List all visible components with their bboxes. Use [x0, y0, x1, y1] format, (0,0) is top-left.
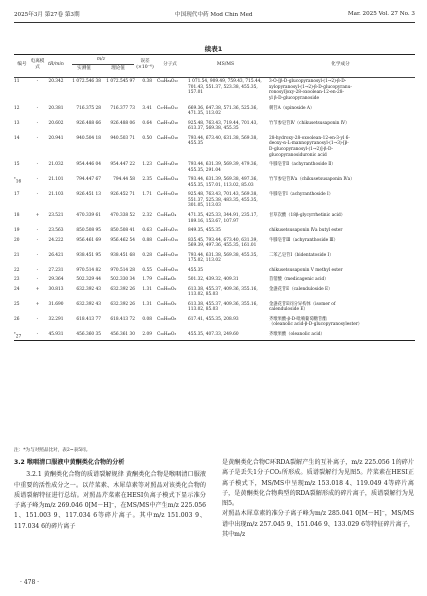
row-reference-mark: * — [14, 177, 16, 182]
header-no: 编号 — [17, 62, 27, 67]
row-ion-mode: - — [36, 316, 39, 322]
row-compound — [266, 228, 415, 236]
row-mz-theoretical: 956.462 54 — [110, 237, 135, 243]
table-row — [14, 119, 415, 134]
row-number: 22 — [14, 267, 20, 273]
msms-line: 613.38, 455.37, 409.36, 355.16, — [188, 301, 258, 307]
row-retention-time: 20.381 — [48, 105, 64, 111]
table-bottom-rule — [14, 340, 415, 341]
header-formula: 分子式 — [163, 62, 177, 67]
table-row — [14, 300, 415, 315]
row-retention-time: 45.931 — [48, 331, 64, 337]
data-table — [14, 54, 415, 341]
table-row — [14, 266, 415, 275]
row-compound — [266, 106, 415, 120]
row-number: 19 — [14, 228, 20, 234]
row-formula: C₄₈H₇₄O₁₈ — [157, 120, 178, 126]
running-header — [14, 8, 415, 20]
row-error-ppm: 1.31 — [142, 301, 152, 307]
row-ion-mode: - — [36, 79, 39, 85]
compound-line: ronosyl]oxy-28-oxoolean-12-en-28- — [269, 90, 344, 96]
row-number: 18 — [14, 212, 20, 218]
compound-line: 28-hydroxy-28-oxoolean-12-en-3-yl 6- — [269, 135, 350, 141]
row-mz-theoretical: 926.452 71 — [110, 192, 135, 198]
row-mz-experimental: 618.413 77 — [76, 316, 101, 322]
row-msms — [185, 213, 266, 227]
compound-line: chikusetsusaponin V methyl ester — [269, 267, 343, 273]
compound-line: 苜蓿酸（medicagenic acid） — [269, 277, 329, 283]
row-retention-time: 26.421 — [48, 252, 64, 258]
row-number: 11 — [14, 79, 20, 85]
compound-line: 齐墩果酸-β-D-吡喃葡萄糖苷酯 — [269, 316, 327, 322]
msms-line: 551.37, 525.38, 483.35, 455.35, — [188, 197, 258, 203]
row-ion-mode: - — [36, 267, 39, 273]
row-reference-mark: * — [14, 331, 16, 336]
msms-line: 569.39, 497.36, 455.35, 161.01 — [188, 243, 257, 249]
row-retention-time: 21.032 — [48, 162, 64, 168]
row-error-ppm: 0.08 — [142, 316, 152, 322]
msms-line: 113.02, 85.03 — [188, 292, 219, 298]
row-number: 20 — [14, 237, 20, 243]
row-mz-theoretical: 716.377 73 — [110, 105, 135, 111]
table-row — [14, 236, 415, 251]
header-mz-exp: 实测值 — [77, 66, 91, 71]
compound-line: xylopyranosyl-(1→2)-β-D-glucopyranu- — [269, 84, 352, 90]
row-number: 17 — [14, 192, 20, 198]
msms-line: 455.35, 157.01, 113.02, 85.03 — [188, 182, 254, 188]
header-mz-theo: 理论值 — [111, 66, 125, 71]
msms-line: 501.32, 439.32, 409.31 — [188, 277, 239, 283]
row-formula: C₃₇H₅₆O₁₂ — [157, 105, 178, 111]
right-paragraph: 是黄酮类化合物C环RDA裂解产生的互补离子，m/z 225.056 1的碎片离子是丢失1分子CO₂所形成。质谱裂解行为见图5。芹菜素在HESI正离子模式下，MS/MS中呈现m/z 153.018 4、119.049 4等碎片离子，是黄酮类化合物典型的RDA裂解形成的碎片离子，质谱裂解行为见图5。 对照品木犀草素的准分子离子峰为m/z 285.041 0[M－H]⁻，MS/MS谱中出现m/z 257.045 9、151.046 9、133.029 6等特征碎片离子，其中m/z — [222, 459, 414, 539]
row-mz-theoretical: 1 072.545 97 — [106, 79, 135, 85]
compound-line: 甘草次酸（18β-glycyrrhetinic acid） — [269, 212, 346, 218]
row-mz-theoretical: 954.447 22 — [110, 162, 135, 168]
row-msms — [185, 162, 266, 176]
row-compound — [266, 332, 415, 340]
table-row — [14, 161, 415, 176]
row-compound — [266, 177, 415, 191]
row-compound — [266, 277, 415, 285]
row-mz-experimental: 954.446 04 — [76, 162, 101, 168]
compound-line: 牛膝皂苷Ⅲ（achyranthoside Ⅲ） — [269, 237, 338, 243]
table-row — [14, 104, 415, 119]
row-formula: C₃₀H₄₈O₃ — [157, 331, 177, 337]
row-number: 26 — [14, 316, 20, 322]
msms-line: 793.44, 631.38, 569.38, 455.35, — [188, 252, 258, 258]
row-error-ppm: 0.50 — [142, 135, 152, 141]
row-ion-mode: - — [36, 177, 39, 183]
row-mz-experimental: 926.488 66 — [76, 120, 101, 126]
row-compound — [266, 121, 415, 135]
row-error-ppm: 3.41 — [142, 105, 152, 111]
table-row — [14, 251, 415, 266]
msms-line: 175.02, 113.02 — [188, 258, 221, 264]
msms-line: 793.44, 631.39, 569.38, 497.36, — [188, 177, 258, 183]
row-mz-experimental: 940.504 18 — [76, 135, 101, 141]
header-english-volume: Mar. 2025 Vol. 27 No. 3 — [347, 11, 415, 17]
row-mz-experimental: 926.451 13 — [76, 192, 101, 198]
msms-line: 189.16, 153.67, 107.97 — [188, 218, 239, 224]
header-rule — [14, 22, 415, 23]
msms-line: 617.41, 455.35, 208.93 — [188, 316, 239, 322]
row-retention-time: 32.291 — [48, 316, 64, 322]
table-note: 注：*为与对照品比对，表2~表5同。 — [14, 448, 91, 453]
row-ion-mode: - — [36, 277, 39, 283]
row-error-ppm: 1.79 — [142, 277, 152, 283]
row-compound — [266, 253, 415, 267]
row-ion-mode: - — [36, 252, 39, 258]
row-formula: C₄₉H₇₂O₁₉ — [157, 237, 178, 243]
row-formula: C₄₇H₇₀O₁₈ — [157, 192, 178, 198]
row-retention-time: 30.813 — [48, 286, 64, 292]
msms-line: 157.01 — [188, 90, 204, 96]
row-error-ppm: 1.71 — [142, 192, 152, 198]
row-mz-experimental: 632.392 43 — [76, 301, 101, 307]
table-row — [14, 212, 415, 227]
header-date-volume: 2025年3月 第27卷 第3期 — [14, 12, 80, 18]
row-number: 15 — [14, 162, 20, 168]
table-row — [14, 227, 415, 236]
row-mz-theoretical: 632.392 26 — [110, 301, 135, 307]
row-formula: C₃₆H₅₆O₉ — [157, 301, 177, 307]
compound-line: calenduloside E） — [269, 307, 308, 313]
row-formula: C₄₈H₇₀O₁₈ — [157, 252, 178, 258]
msms-line: 455.35, 291.04 — [188, 167, 221, 173]
compound-line: yl β-D-glucopyranoside — [269, 96, 319, 102]
msms-line: 701.43, 551.37, 523.38, 455.35, — [188, 84, 258, 90]
row-compound — [266, 213, 415, 227]
table-row — [14, 176, 415, 191]
compound-line: 竹节参皂苷Ⅳ（chikusetsusaponin Ⅳ） — [269, 120, 350, 126]
left-paragraph: 3.2.1 黄酮类化合物的质谱裂解规律 黄酮类化合物是喉咽清口服液中重要的活性成分之一。以芹菜素、木犀草素等对照品对该类化合物的质谱裂解特征进行总结。对照品芹菜素在HESI负离子模式下显示准分子离子峰为m/z 269.046 0[M－H]⁻，在MS/MS中产生m/z 225.056 1、151.003 9、117.034 6等碎片离子。其中m/z 151.003 9、117.034 6的碎片离子 — [14, 471, 206, 530]
row-error-ppm: 0.55 — [142, 267, 152, 273]
row-formula: C₅₀H₇₈O₁₉ — [157, 267, 178, 273]
row-retention-time: 23.563 — [48, 228, 64, 234]
row-retention-time: 29.364 — [48, 277, 64, 283]
compound-line: 金盏花苷E同分异构体（isomer of — [269, 301, 336, 307]
msms-line: 455.35 — [188, 141, 204, 147]
table-body — [14, 78, 415, 340]
row-mz-theoretical: 970.514 28 — [110, 267, 135, 273]
row-mz-theoretical: 794.44 58 — [113, 177, 135, 183]
compound-line: （oleanolic acid-β-D-glucopyranosylester） — [269, 322, 363, 328]
row-mz-theoretical: 632.392 26 — [110, 286, 135, 292]
row-ion-mode: - — [36, 105, 39, 111]
row-mz-experimental: 970.514 82 — [76, 267, 101, 273]
row-msms — [185, 228, 266, 236]
row-number: 13 — [14, 120, 20, 126]
msms-line: 613.38, 455.37, 409.36, 355.16, — [188, 286, 258, 292]
row-msms — [185, 287, 266, 301]
msms-line: 471.35, 113.02 — [188, 111, 221, 117]
msms-line: 669.36, 647.38, 571.36, 525.36, — [188, 105, 258, 111]
row-formula: C₃₆H₅₈O₈ — [157, 316, 177, 322]
row-formula: C₃₆H₅₆O₉ — [157, 286, 177, 292]
table-row — [14, 316, 415, 331]
compound-line: 刺苷A（spinoside A） — [269, 105, 315, 111]
row-retention-time: 20.342 — [48, 79, 64, 85]
table-row — [14, 276, 415, 285]
header-tr: tR/min — [48, 62, 64, 67]
row-mz-theoretical: 938.451 68 — [110, 252, 135, 258]
row-ion-mode: + — [35, 286, 40, 292]
row-compound — [266, 268, 415, 276]
msms-line: 835.45, 793.44, 673.40, 631.39, — [188, 237, 258, 243]
table-row — [14, 285, 415, 300]
row-msms — [185, 268, 266, 276]
header-msms: MS/MS — [216, 62, 235, 67]
row-ion-mode: - — [36, 331, 39, 337]
row-number — [14, 332, 30, 340]
row-ion-mode: - — [36, 120, 39, 126]
compound-line: 二苯乙皂苷Ⅰ（bidentatoside Ⅰ） — [269, 252, 334, 258]
row-error-ppm: 0.88 — [142, 237, 152, 243]
row-mz-theoretical: 926.488 06 — [110, 120, 135, 126]
row-mz-experimental: 502.329 44 — [76, 277, 101, 283]
row-number: 24 — [14, 286, 20, 292]
row-error-ppm: 0.63 — [142, 228, 152, 234]
row-compound — [266, 302, 415, 316]
row-formula: C₄₉H₇₆O₁₈ — [157, 135, 178, 141]
row-ion-mode: + — [35, 301, 40, 307]
compound-line: deoxy-α-L-mannopyranosyl-(1→3)-[β- — [269, 141, 349, 147]
row-formula: C₄₂H₆₆O₁₄ — [157, 177, 178, 183]
row-formula: C₄₉H₇₄O₁₈ — [157, 162, 178, 168]
row-mz-experimental: 794.447 67 — [76, 177, 101, 183]
row-mz-theoretical: 470.338 52 — [110, 212, 135, 218]
row-ion-mode: - — [36, 135, 39, 141]
table-row — [14, 78, 415, 104]
row-compound — [266, 287, 415, 301]
row-msms — [185, 302, 266, 316]
row-retention-time: 24.222 — [48, 237, 64, 243]
compound-line: 竹节参皂苷Ⅳa（chikusetsusaponin Ⅳa） — [269, 177, 355, 183]
header-error: 误差(×10⁻⁶) — [136, 59, 154, 70]
row-error-ppm: 2.09 — [142, 331, 152, 337]
row-retention-time: 31.690 — [48, 301, 64, 307]
row-number-text: 27 — [15, 334, 22, 340]
row-compound — [266, 79, 415, 104]
msms-line: 613.37, 569.38, 455.35 — [188, 126, 239, 132]
row-mz-experimental: 938.451 95 — [76, 252, 101, 258]
row-number: 12 — [14, 105, 20, 111]
section-heading: 3.2 喉咽清口服液中黄酮类化合物的分析 — [14, 459, 125, 466]
row-error-ppm: 1.31 — [142, 286, 152, 292]
right-column — [222, 458, 414, 540]
row-retention-time: 21.101 — [48, 177, 64, 183]
row-msms — [185, 106, 266, 120]
row-ion-mode: - — [36, 228, 39, 234]
header-mz-rule — [72, 64, 134, 65]
row-msms — [185, 79, 266, 104]
row-error-ppm: 0.28 — [142, 252, 152, 258]
msms-line: 849.35, 455.35 — [188, 228, 221, 234]
compound-line: 牛膝皂苷Ⅰ（achyranthoside Ⅰ） — [269, 192, 334, 198]
row-mz-experimental: 632.392 43 — [76, 286, 101, 292]
header-journal-name: 中国现代中药 Mod Chin Med — [175, 12, 253, 18]
row-error-ppm: 0.38 — [142, 79, 152, 85]
msms-line: 455.35 — [188, 267, 204, 273]
row-formula: C₃₀H₄₆O₆ — [157, 277, 177, 283]
compound-line: 牛膝皂苷Ⅱ（achyranthoside Ⅱ） — [269, 162, 336, 168]
row-ion-mode: - — [36, 162, 39, 168]
msms-line: 925.48, 763.43, 719.44, 701.43, — [188, 120, 258, 126]
row-msms — [185, 121, 266, 135]
row-number: 25 — [14, 301, 20, 307]
msms-line: 471.35, 425.33, 344.91, 235.17, — [188, 212, 258, 218]
row-compound — [266, 238, 415, 252]
row-msms — [185, 177, 266, 191]
table-header — [14, 55, 415, 77]
compound-line: 齐墩果酸（oleanolic acid） — [269, 331, 325, 337]
row-msms — [185, 317, 266, 331]
row-mz-experimental: 716.375 28 — [76, 105, 101, 111]
row-formula: C₅₄H₈₄O₂₂ — [157, 79, 178, 85]
row-compound — [266, 192, 415, 211]
row-mz-theoretical: 850.508 41 — [110, 228, 135, 234]
row-msms — [185, 277, 266, 285]
row-number: 21 — [14, 252, 20, 258]
row-mz-experimental: 956.461 69 — [76, 237, 101, 243]
msms-line: 1 071.54, 909.49, 759.43, 715.44, — [188, 79, 262, 85]
compound-line: 金盏花苷E（calenduloside E） — [269, 286, 333, 292]
table-row — [14, 331, 415, 340]
row-mz-experimental: 1 072.546 38 — [72, 79, 101, 85]
row-mz-experimental: 456.360 35 — [76, 331, 101, 337]
row-ion-mode: + — [35, 212, 40, 218]
msms-line: 793.44, 631.39, 569.39, 479.36, — [188, 162, 258, 168]
row-compound — [266, 136, 415, 161]
row-retention-time: 20.941 — [48, 135, 64, 141]
msms-line: 455.35, 407.33, 249.60 — [188, 331, 239, 337]
row-mz-theoretical: 940.503 71 — [110, 135, 135, 141]
compound-line: glucopyranosiduronic acid — [269, 152, 327, 158]
row-retention-time: 27.231 — [48, 267, 64, 273]
row-error-ppm: 2.35 — [142, 177, 152, 183]
row-compound — [266, 162, 415, 176]
row-number: 23 — [14, 277, 20, 283]
row-compound — [266, 317, 415, 331]
row-mz-theoretical: 456.361 30 — [110, 331, 135, 337]
compound-line: D-glucopyranosyl-(1→2)]-β-D- — [269, 146, 333, 152]
row-number: 14 — [14, 135, 20, 141]
row-msms — [185, 192, 266, 211]
row-number-text: 16 — [15, 179, 22, 185]
row-msms — [185, 238, 266, 252]
row-retention-time: 23.521 — [48, 212, 64, 218]
row-formula: C₃₀H₄₆O₄ — [157, 212, 177, 218]
compound-line: 3-O-[β-D-glucopyranosyl-(1→2)-β-D- — [269, 79, 347, 85]
msms-line: 301.05, 113.03 — [188, 203, 221, 209]
msms-line: 793.44, 673.40, 631.38, 569.38, — [188, 135, 258, 141]
row-mz-theoretical: 502.330 34 — [110, 277, 135, 283]
row-retention-time: 20.602 — [48, 120, 64, 126]
row-ion-mode: - — [36, 192, 39, 198]
page-number: · 478 · — [20, 579, 40, 586]
msms-line: 113.02, 85.03 — [188, 307, 219, 313]
row-msms — [185, 332, 266, 340]
header-mz: m/z — [96, 57, 106, 62]
table-title: 续表1 — [204, 45, 223, 53]
header-mode: 电离模式 — [30, 59, 45, 70]
row-error-ppm: 2.32 — [142, 212, 152, 218]
row-ion-mode: - — [36, 237, 39, 243]
row-mz-theoretical: 618.413 72 — [110, 316, 135, 322]
row-error-ppm: 0.64 — [142, 120, 152, 126]
row-msms — [185, 253, 266, 267]
header-compound: 化学成分 — [331, 62, 350, 67]
table-row — [14, 134, 415, 160]
row-formula: C₄₆H₇₄O₁₅ — [157, 228, 178, 234]
msms-line: 925.48, 763.43, 701.43, 569.38, — [188, 192, 258, 198]
row-mz-experimental: 850.508 95 — [76, 228, 101, 234]
compound-line: chikusetsusaponin Ⅳa butyl ester — [269, 228, 343, 234]
left-column — [14, 458, 206, 532]
row-msms — [185, 136, 266, 161]
row-retention-time: 21.103 — [48, 192, 64, 198]
row-mz-experimental: 470.339 61 — [76, 212, 101, 218]
row-number — [14, 177, 30, 191]
row-error-ppm: 1.23 — [142, 162, 152, 168]
table-row — [14, 191, 415, 212]
